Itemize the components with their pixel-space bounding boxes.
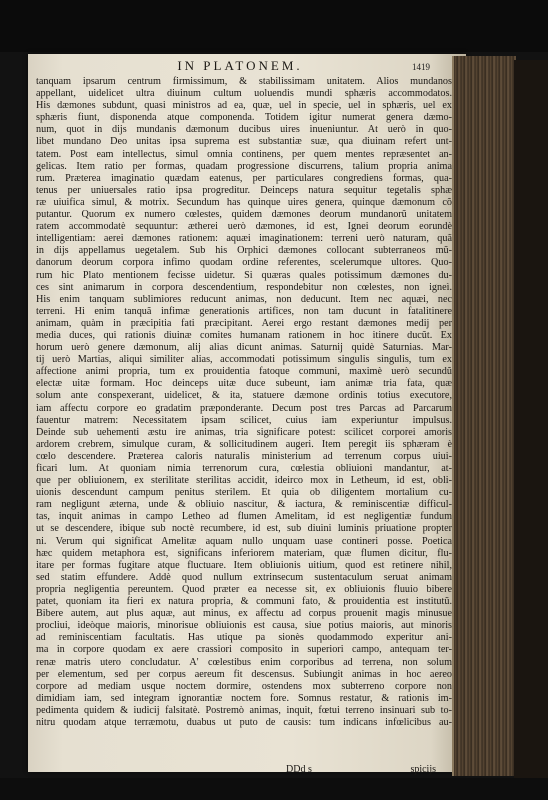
text-line: fauentur matrem: Necessitatem ipsam scilicet, cuius iam experiuntur impulsus. <box>36 414 452 426</box>
running-head: IN PLATONEM. <box>177 58 303 73</box>
text-line: tatem. Post eam intellectus, simul omnia continens, per quem mentes repræsentet an- <box>36 148 452 160</box>
text-line: patet, quoniam ita fieri ex natura propria, & communi fato, & prouidentia est institutũ. <box>36 596 452 608</box>
top-shadow <box>0 0 548 52</box>
text-line: Bibere autem, aut plus aquæ, aut minus, ex affectu ad corpus prouenit magis minusue <box>36 608 452 620</box>
text-line: dimidiam iam, sed integram ignorantiæ noctem fore. Somnus restatur, & rationis im- <box>36 692 452 704</box>
text-line: per elementum, sed per corpus aereum fit descensus. Subiungit animas in hoc aereo <box>36 668 452 680</box>
text-line: hæc quidem metaphora est, significans inferiorem materiam, quæ flumen dicitur, flu- <box>36 547 452 559</box>
text-line: ma in corpore quodam ex aere crassiori composito in superiori campo, antequam ter- <box>36 644 452 656</box>
text-line: propria negligentia pereuntem. Quod præter ea necesse sit, ex obliuionis fluuio bibere <box>36 583 452 595</box>
text-line: danorum deorum corpora infimo quodam ordine referentes, scelerumque ultores. Quo- <box>36 257 452 269</box>
text-line: tas, inquit animas in campo Letheo ad flumen Amelitam, id est negligentiæ fundum <box>36 511 452 523</box>
text-line: animam, quàm in præcipitia fati præcipitant. Aerei ergo restant dæmones medij per <box>36 317 452 329</box>
book-cover-edge <box>514 60 548 780</box>
text-line: ut se descendere, ibique sub noctè recumbere, id est, sub diuini luminis priuatione propter <box>36 523 452 535</box>
text-line: uionis descendunt campum penitus sterilem. Et quia ob diligentem mortalium cu- <box>36 487 452 499</box>
signature-mark: DDd s <box>286 764 312 775</box>
text-line: ad reminiscentiam facultatis. Has utique pa sionès quodammodo experitur ani- <box>36 632 452 644</box>
folio-number: 1419 <box>412 62 430 72</box>
text-line: itare per formas fugitare atque fluctuare. Item obliuionis uitium, quod est retinere nihil, <box>36 559 452 571</box>
text-line: ficari lum. At quoniam nimia terrenorum cura, cœlestia obliuioni mandantur, at- <box>36 463 452 474</box>
text-line: intelligentiam: aerei dæmones rationem: aquæi imaginationem: terreni uerò naturam, quã <box>36 233 452 245</box>
text-line: His dæmones subdunt, quasi ministros ad ea, quæ, uel in specie, uel in sphæris, uel ex <box>36 100 452 112</box>
text-line: ardorem crebrem, simulque curam, & sollicitudinem augeri. Item peregit iis sphæram è <box>36 438 452 450</box>
text-line: Deinde sub uehementi æstu ire animas, tria significare potest: scilicet corporei amoris <box>36 426 452 438</box>
text-line: ces sint animarum in corpora descendentium, respondebitur non cœlestes, non igneì. <box>36 281 452 293</box>
text-line: tenus per uniuersales ratio ipsa progreditur. Deinceps natura sequitur tegetalis sphæ <box>36 184 452 196</box>
text-line: electæ uitæ formam. Hoc deinceps uitæ duce subeunt, iam animæ tria fata, quæ <box>36 378 452 390</box>
text-line: nitru quodam atque terræmotu, duabus ut puto de causis: tum indicans infœlicibus au- <box>36 716 452 728</box>
text-line: appellant, uidelicet ultra diuinum cultum uoluendis mundi sphæris accommodatos. <box>36 88 452 100</box>
text-line: ram negligunt æterna, unde & obliuio nascitur, & iactura, & reminiscentiæ difficul- <box>36 499 452 511</box>
text-line: putantur. Quorum ex numero cœlestes, quidem dæmones deorum mundanorũ unitatem <box>36 209 452 221</box>
text-line: His enim tanquam sublimiores reducunt animas, non deducunt. Item nec aquæi, nec <box>36 293 452 305</box>
text-line: corpore ad mediam usque noctem dormire, ostendens mox subterreno corpore non <box>36 680 452 692</box>
text-line: terreni. Hi enim tanquã infimæ generationis artifices, non tam ducunt in fatalitinere <box>36 305 452 317</box>
catchword: spicijs <box>410 764 436 775</box>
text-line: cœlo descendere. Præterea caloris naturalis ministerium ad terrenum corpus uiui- <box>36 450 452 462</box>
text-line: horum uerò genere dæmonum, alij alias dicunt animas. Saturnij quidè Saturnias. Mar- <box>36 342 452 354</box>
text-line: tij uerò Martias, aliqui similiter alias, accommodati potissimum singulis singulis, tum ex <box>36 354 452 366</box>
page-edges <box>452 56 516 776</box>
text-line: solum ante conspexerant, uidelicet, & ita, statuere dæmone ordinis totius executore, <box>36 390 452 402</box>
text-line: media duces, qui rationis diuinæ comites humanam rationem in hoc itinere ducũt. Ex <box>36 329 452 341</box>
body-text <box>36 76 452 729</box>
text-line: rum hic Plato mentionem fecisse uidetur. Si quæras quales potissimum dæmones du- <box>36 269 452 281</box>
text-line: gelicas. Item ratio per formas, quadam progressione discurrens, talium propria anima <box>36 160 452 172</box>
text-line: renæ matris utero concludatur. A' cœlestibus enim corporibus ad terrena, non solum <box>36 656 452 668</box>
text-line: sphæris fiunt, disponenda atque componenda. Totidem igitur numerat genera dæmo- <box>36 112 452 124</box>
text-line: que per obliuionem, ex sterilitate sterilitas accidit, ideirco mox in Letheum, id est, obli- <box>36 475 452 487</box>
text-line: ratem accommodatè sequuntur: ætherei uerò dæmones, id est, Ignei deorum eorundè <box>36 221 452 233</box>
text-line: procliui, ideòque maioris, minorisue obliuionis est causa, siue potius maioris, aut minoris <box>36 620 452 632</box>
text-line: ni. Verum qui significat Amelitæ aquam nullo unquam uase contineri posse. Poetica <box>36 535 452 547</box>
text-line: sed statim effundere. Addè quod nullum extrinsecum sustentaculum seruat animam <box>36 571 452 583</box>
text-line: ræ uiuifica simul, & motrix. Secundum has quinque uires genera, quinque dæmonum cõ <box>36 196 452 208</box>
text-line: rum. Præterea imaginatio quædam eatenus, per particulares congrediens formas, qua- <box>36 172 452 184</box>
text-line: num, quot in dijs mundanis dæmonum ducibus uires inueniuntur. At uerò in quo- <box>36 124 452 136</box>
text-line: iam affectu corpore eo gradatim præponderante. Decum post tres Parcas ad Parcarum <box>36 402 452 414</box>
text-line: in dijs appellamus uegetalem. Sub his Orphici dæmones collocant subterraneos mũ- <box>36 245 452 257</box>
bottom-shadow <box>0 778 548 800</box>
text-line: affectione animi propria, tum ex prouidentia fatoque communi, maximè uerò secundũ <box>36 366 452 378</box>
text-line: libet mundano Deo unitas ipsa suprema est substantiæ suæ, qua diuinam refert unt- <box>36 136 452 148</box>
text-line: tanquam ipsarum centrum firmissimum, & stabilissimam unitatem. Alios mundanos <box>36 76 452 87</box>
page-footer <box>36 764 436 778</box>
text-line: pedimenta quidem & iudicij falsitatè. Postremò animas, inquit, fœtui terreno insinuari sub to- <box>36 704 452 716</box>
